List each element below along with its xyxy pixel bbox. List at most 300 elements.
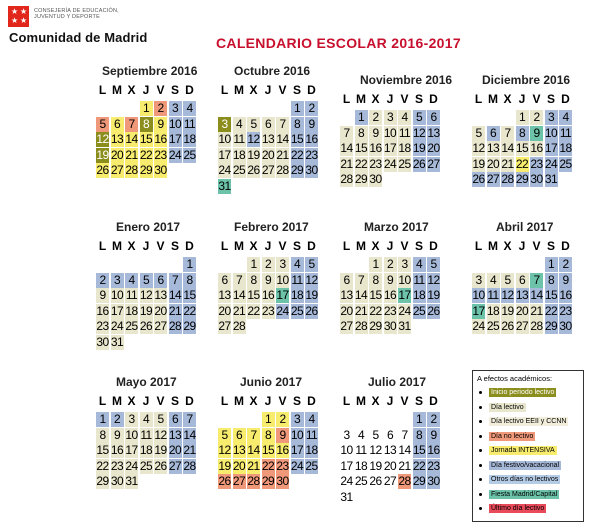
legend [472, 370, 584, 522]
calendar-day: 22 [290, 147, 304, 162]
weekday-header: J [518, 239, 526, 253]
calendar-day: 4 [559, 110, 572, 125]
calendar-day: 16 [261, 288, 275, 302]
weekday-header: J [518, 92, 526, 106]
legend-label: Último día lectivo [491, 505, 545, 512]
bullet-icon [479, 493, 482, 496]
weekday-header: D [429, 92, 438, 106]
calendar-day: 11 [125, 288, 138, 302]
calendar-day: 19 [154, 443, 167, 457]
calendar-day: 3 [384, 110, 397, 125]
weekday-header: D [307, 83, 316, 97]
weekday-header: J [264, 83, 272, 97]
calendar-day: 14 [530, 288, 543, 302]
calendar-day: 22 [96, 458, 109, 473]
calendar-day: 24 [168, 147, 182, 162]
calendar-day: 12 [427, 272, 440, 287]
calendar-day: 27 [218, 319, 231, 333]
weekday-header: S [414, 239, 423, 253]
calendar-day: 7 [247, 428, 260, 443]
calendar-day: 1 [247, 257, 260, 272]
calendar-day: 16 [383, 288, 397, 302]
weekday-header: L [98, 83, 107, 97]
calendar-day: 1 [262, 412, 275, 427]
legend-title: A efectos académicos: [477, 374, 553, 383]
legend-label: Jornada INTENSIVA [491, 447, 555, 454]
calendar-day: 25 [232, 163, 246, 177]
calendar-day: 10 [398, 272, 411, 287]
calendar-day: 26 [247, 163, 260, 177]
calendar-day: 23 [383, 303, 397, 318]
weekday-header: J [386, 239, 394, 253]
month-title: Febrero 2017 [234, 220, 309, 234]
calendar-day: 14 [168, 288, 182, 302]
calendar-day: 1 [413, 412, 426, 427]
calendar-day: 22 [412, 458, 426, 473]
calendar-day: 6 [154, 273, 167, 288]
weekday-header: D [561, 239, 570, 253]
calendar-day: 24 [544, 156, 558, 171]
calendar-day: 26 [96, 163, 109, 177]
bullet-icon [479, 478, 482, 481]
calendar-day: 15 [290, 132, 304, 146]
calendar-day: 31 [125, 474, 138, 488]
weekday-header: L [342, 394, 351, 408]
calendar-day: 26 [412, 156, 426, 171]
calendar-day: 17 [110, 303, 124, 318]
calendar-day: 13 [261, 132, 275, 146]
calendar-day: 1 [516, 110, 529, 125]
calendar-day: 13 [110, 132, 124, 146]
weekday-header: D [307, 394, 316, 408]
calendar-day: 20 [486, 156, 500, 171]
calendar-day: 24 [398, 303, 411, 318]
calendar-day: 18 [559, 141, 572, 155]
calendar-day: 8 [183, 273, 196, 288]
calendar-day: 3 [169, 101, 182, 116]
calendar-day: 3 [276, 257, 289, 272]
calendar-day: 14 [247, 443, 260, 457]
weekday-header: X [371, 92, 380, 106]
calendar-day: 20 [218, 303, 231, 318]
calendar-day: 25 [139, 458, 153, 473]
weekday-header: S [170, 83, 179, 97]
calendar-day: 12 [247, 132, 260, 146]
calendar-day: 8 [516, 126, 529, 141]
calendar-day: 27 [340, 319, 353, 333]
calendar-day: 27 [515, 319, 529, 333]
weekday-header: J [264, 394, 272, 408]
weekday-header: V [278, 239, 287, 253]
calendar-day: 19 [369, 458, 382, 473]
calendar-day: 19 [218, 458, 231, 473]
calendar-day: 14 [183, 427, 196, 442]
calendar-day: 7 [183, 412, 196, 427]
weekday-header: M [112, 83, 122, 97]
calendar-day: 15 [261, 443, 275, 457]
calendar-day: 26 [472, 172, 485, 186]
calendar-day: 7 [340, 126, 353, 141]
calendar-day: 23 [154, 147, 167, 162]
calendar-day: 30 [383, 319, 397, 333]
calendar-day: 31 [398, 319, 411, 333]
calendar-day: 17 [125, 443, 138, 457]
calendar-day: 27 [261, 163, 275, 177]
calendar-day: 29 [515, 172, 529, 186]
calendar-day: 19 [139, 303, 153, 318]
calendar-day: 5 [501, 273, 514, 288]
calendar-day: 23 [261, 303, 275, 318]
calendar-day: 21 [276, 147, 289, 162]
calendar-day: 22 [247, 303, 260, 318]
calendar-day: 2 [369, 110, 382, 125]
calendar-day: 1 [291, 101, 304, 116]
calendar-day: 11 [487, 288, 499, 302]
calendar-day: 8 [413, 428, 426, 443]
calendar-day: 17 [168, 132, 182, 146]
calendar-day: 12 [305, 272, 318, 287]
calendar-day: 1 [545, 257, 558, 272]
calendar-day: 31 [340, 489, 353, 504]
weekday-header: D [429, 239, 438, 253]
calendar-day: 24 [276, 303, 289, 318]
calendar-day: 25 [125, 319, 138, 333]
calendar-day: 29 [139, 163, 153, 177]
calendar-day: 22 [261, 458, 275, 473]
calendar-day: 25 [412, 303, 426, 318]
calendar-day: 15 [139, 132, 153, 146]
weekday-header: V [156, 83, 165, 97]
bullet-icon [479, 507, 482, 510]
calendar-day: 30 [559, 319, 572, 333]
weekday-header: S [170, 394, 179, 408]
month-title: Marzo 2017 [364, 220, 429, 234]
calendar-day: 22 [369, 303, 382, 318]
calendar-day: 30 [427, 474, 440, 488]
calendar-day: 21 [530, 303, 543, 318]
weekday-header: L [98, 239, 107, 253]
calendar-day: 26 [305, 303, 318, 318]
calendar-day: 19 [412, 141, 426, 155]
calendar-day: 6 [169, 412, 182, 427]
bullet-icon [479, 449, 482, 452]
calendar-day: 13 [218, 288, 231, 302]
calendar-day: 20 [110, 147, 124, 162]
calendar-day: 1 [183, 257, 196, 272]
calendar-day: 19 [247, 147, 260, 162]
calendar-day: 15 [544, 288, 558, 302]
calendar-day: 10 [383, 125, 397, 140]
calendar-day: 9 [262, 273, 275, 288]
month-title: Diciembre 2016 [482, 73, 571, 87]
calendar-day: 23 [305, 147, 318, 162]
calendar-day: 9 [154, 117, 167, 132]
calendar-day: 8 [262, 428, 275, 443]
calendar-day: 25 [290, 303, 304, 318]
weekday-header: V [278, 394, 287, 408]
weekday-header: L [220, 83, 229, 97]
calendar-day: 27 [383, 474, 397, 488]
calendar-day: 9 [530, 126, 543, 141]
month-title: Enero 2017 [116, 220, 181, 234]
weekday-header: V [278, 83, 287, 97]
calendar-day: 3 [111, 273, 124, 288]
calendar-day: 2 [262, 257, 275, 272]
madrid-flag-icon: ★ ★ ★ ★ [8, 6, 29, 27]
calendar-day: 6 [340, 273, 353, 288]
calendar-day: 14 [125, 132, 138, 146]
weekday-header: V [532, 239, 541, 253]
bullet-icon [479, 464, 482, 467]
calendar-day: 15 [183, 288, 196, 302]
weekday-header: V [156, 394, 165, 408]
calendar-day: 20 [232, 458, 246, 473]
calendar-day: 17 [340, 458, 353, 473]
calendar-day: 4 [413, 257, 426, 272]
weekday-header: M [488, 92, 498, 106]
calendar-day: 6 [487, 126, 500, 141]
calendar-day: 3 [291, 412, 304, 427]
logo [6, 4, 171, 50]
calendar-day: 3 [398, 257, 411, 272]
calendar-day: 14 [276, 132, 289, 146]
calendar-day: 21 [125, 147, 138, 162]
calendar-day: 26 [154, 458, 167, 473]
calendar-day: 13 [154, 288, 167, 302]
calendar-day: 9 [111, 428, 124, 443]
weekday-header: X [127, 239, 136, 253]
calendar-day: 30 [530, 172, 543, 186]
calendar-day: 21 [232, 303, 246, 318]
calendar-day: 11 [291, 272, 303, 287]
calendar-day: 17 [544, 141, 558, 155]
calendar-day: 5 [218, 428, 231, 443]
calendar-day: 7 [530, 273, 543, 288]
calendar-day: 30 [154, 163, 167, 177]
legend-label: Día lectivo [491, 403, 524, 411]
calendar-day: 3 [218, 117, 231, 132]
weekday-header: S [414, 394, 423, 408]
calendar-day: 31 [110, 334, 124, 349]
calendar-day: 5 [305, 257, 318, 272]
calendar-day: 13 [427, 125, 440, 140]
calendar-day: 22 [354, 156, 368, 171]
weekday-header: X [249, 239, 258, 253]
calendar-day: 18 [305, 443, 318, 457]
calendar-day: 26 [369, 474, 382, 488]
calendar-day: 23 [276, 458, 289, 473]
calendar-day: 2 [305, 101, 318, 116]
weekday-header: S [414, 92, 423, 106]
calendar-day: 23 [96, 319, 109, 333]
weekday-header: M [234, 239, 244, 253]
calendar-day: 18 [398, 141, 411, 155]
calendar-day: 26 [427, 303, 440, 318]
calendar-day: 28 [247, 474, 260, 488]
calendar-day: 8 [291, 117, 304, 132]
calendar-day: 21 [168, 303, 182, 318]
calendar-day: 1 [140, 101, 153, 116]
weekday-header: L [342, 239, 351, 253]
calendar-day: 4 [291, 257, 304, 272]
calendar-day: 10 [290, 427, 304, 442]
calendar-day: 9 [96, 288, 109, 303]
calendar-day: 10 [110, 288, 124, 302]
weekday-header: L [220, 394, 229, 408]
agency-name: Comunidad de Madrid [9, 30, 148, 45]
weekday-header: J [142, 83, 150, 97]
calendar-day: 10 [340, 443, 353, 457]
month-title: Septiembre 2016 [102, 64, 198, 78]
legend-label: Día lectivo EEII y CCNN [491, 418, 567, 425]
calendar-day: 7 [501, 126, 514, 141]
weekday-header: M [356, 239, 366, 253]
calendar-day: 29 [412, 474, 426, 488]
calendar-day: 24 [290, 458, 304, 473]
calendar-day: 7 [233, 273, 246, 288]
calendar-day: 18 [486, 303, 500, 318]
calendar-day: 12 [369, 443, 382, 457]
calendar-day: 2 [384, 257, 397, 272]
weekday-header: J [264, 239, 272, 253]
calendar-day: 16 [427, 443, 440, 457]
calendar-day: 26 [139, 319, 153, 333]
weekday-header: V [400, 92, 409, 106]
calendar-day: 30 [110, 474, 124, 488]
calendar-day: 15 [247, 288, 260, 302]
calendar-day: 14 [354, 288, 368, 302]
calendar-day: 24 [218, 163, 231, 177]
calendar-day: 23 [110, 458, 124, 473]
month-title: Abril 2017 [496, 220, 554, 234]
calendar-day: 30 [276, 474, 289, 488]
calendar-day: 17 [398, 288, 411, 302]
calendar-day: 24 [110, 319, 124, 333]
weekday-header: S [292, 394, 301, 408]
calendar-day: 20 [261, 147, 275, 162]
calendar-day: 19 [305, 288, 318, 302]
calendar-day: 7 [355, 273, 368, 288]
calendar-day: 21 [247, 458, 260, 473]
calendar-day: 29 [183, 319, 196, 333]
calendar-day: 5 [427, 257, 440, 272]
month-title: Octubre 2016 [234, 64, 311, 78]
calendar-day: 20 [154, 303, 167, 318]
calendar-day: 18 [232, 147, 246, 162]
calendar-day: 12 [96, 132, 109, 146]
calendar-day: 16 [110, 443, 124, 457]
calendar-day: 21 [398, 458, 411, 473]
calendar-day: 25 [398, 156, 411, 171]
calendar-day: 11 [398, 125, 411, 140]
calendar-day: 13 [515, 288, 529, 302]
calendar-day: 16 [96, 303, 109, 318]
calendar-day: 2 [96, 273, 109, 288]
weekday-header: X [127, 83, 136, 97]
calendar-day: 1 [355, 110, 368, 125]
calendar-day: 9 [276, 428, 289, 443]
calendar-day: 15 [96, 443, 109, 457]
calendar-day: 12 [472, 141, 485, 155]
weekday-header: J [142, 394, 150, 408]
weekday-header: X [503, 239, 512, 253]
weekday-header: D [307, 239, 316, 253]
calendar-day: 3 [125, 412, 138, 427]
calendar-day: 6 [516, 273, 529, 288]
legend-label: Día festivo/vacacional [491, 461, 560, 469]
calendar-day: 6 [262, 117, 275, 132]
calendar-day: 8 [545, 273, 558, 288]
calendar-day: 7 [125, 117, 138, 132]
calendar-day: 3 [343, 427, 350, 442]
weekday-header: M [356, 92, 366, 106]
calendar-day: 8 [355, 126, 368, 141]
calendar-day: 28 [398, 474, 411, 488]
calendar-day: 19 [96, 147, 109, 162]
calendar-day: 17 [472, 303, 485, 318]
calendar-day: 25 [486, 319, 500, 333]
calendar-day: 11 [355, 443, 367, 457]
month-title: Junio 2017 [240, 375, 303, 389]
weekday-header: D [429, 394, 438, 408]
legend-label: Otros días no lectivos [491, 476, 559, 483]
calendar-day: 13 [486, 141, 500, 155]
weekday-header: S [546, 92, 555, 106]
calendar-day: 28 [168, 319, 182, 333]
calendar-day: 17 [276, 288, 289, 302]
calendar-day: 6 [218, 273, 231, 288]
weekday-header: S [292, 83, 301, 97]
calendar-day: 16 [530, 141, 543, 155]
calendar-day: 19 [501, 303, 514, 318]
calendar-day: 20 [168, 443, 182, 457]
calendar-day: 30 [96, 334, 109, 349]
calendar-day: 28 [530, 319, 543, 333]
weekday-header: V [400, 394, 409, 408]
calendar-day: 16 [305, 132, 318, 146]
calendar-day: 24 [472, 319, 485, 333]
calendar-day: 23 [427, 458, 440, 473]
ministry-line: CONSEJERÍA DE EDUCACIÓN, [34, 8, 119, 14]
calendar-day: 31 [218, 178, 231, 193]
calendar-day: 8 [96, 428, 109, 443]
calendar-day: 2 [427, 412, 440, 427]
calendar-day: 28 [232, 319, 246, 333]
weekday-header: X [371, 394, 380, 408]
calendar-day: 21 [183, 443, 196, 457]
bullet-icon [479, 435, 482, 438]
calendar-day: 13 [340, 288, 353, 302]
calendar-day: 10 [276, 272, 289, 287]
calendar-day: 22 [515, 156, 529, 171]
calendar-day: 29 [96, 474, 109, 488]
calendar-day: 15 [515, 141, 529, 155]
calendar-day: 4 [357, 427, 365, 442]
calendar-day: 16 [276, 443, 289, 457]
calendar-day: 3 [472, 273, 485, 288]
calendar-day: 18 [290, 288, 304, 302]
calendar-day: 5 [154, 412, 167, 427]
weekday-header: J [386, 92, 394, 106]
calendar-day: 3 [545, 110, 558, 125]
calendar-day: 17 [218, 147, 231, 162]
weekday-header: M [112, 394, 122, 408]
calendar-day: 29 [261, 474, 275, 488]
calendar-day: 23 [559, 303, 572, 318]
calendar-day: 5 [413, 110, 426, 125]
bullet-icon [479, 420, 482, 423]
calendar-day: 22 [183, 303, 196, 318]
